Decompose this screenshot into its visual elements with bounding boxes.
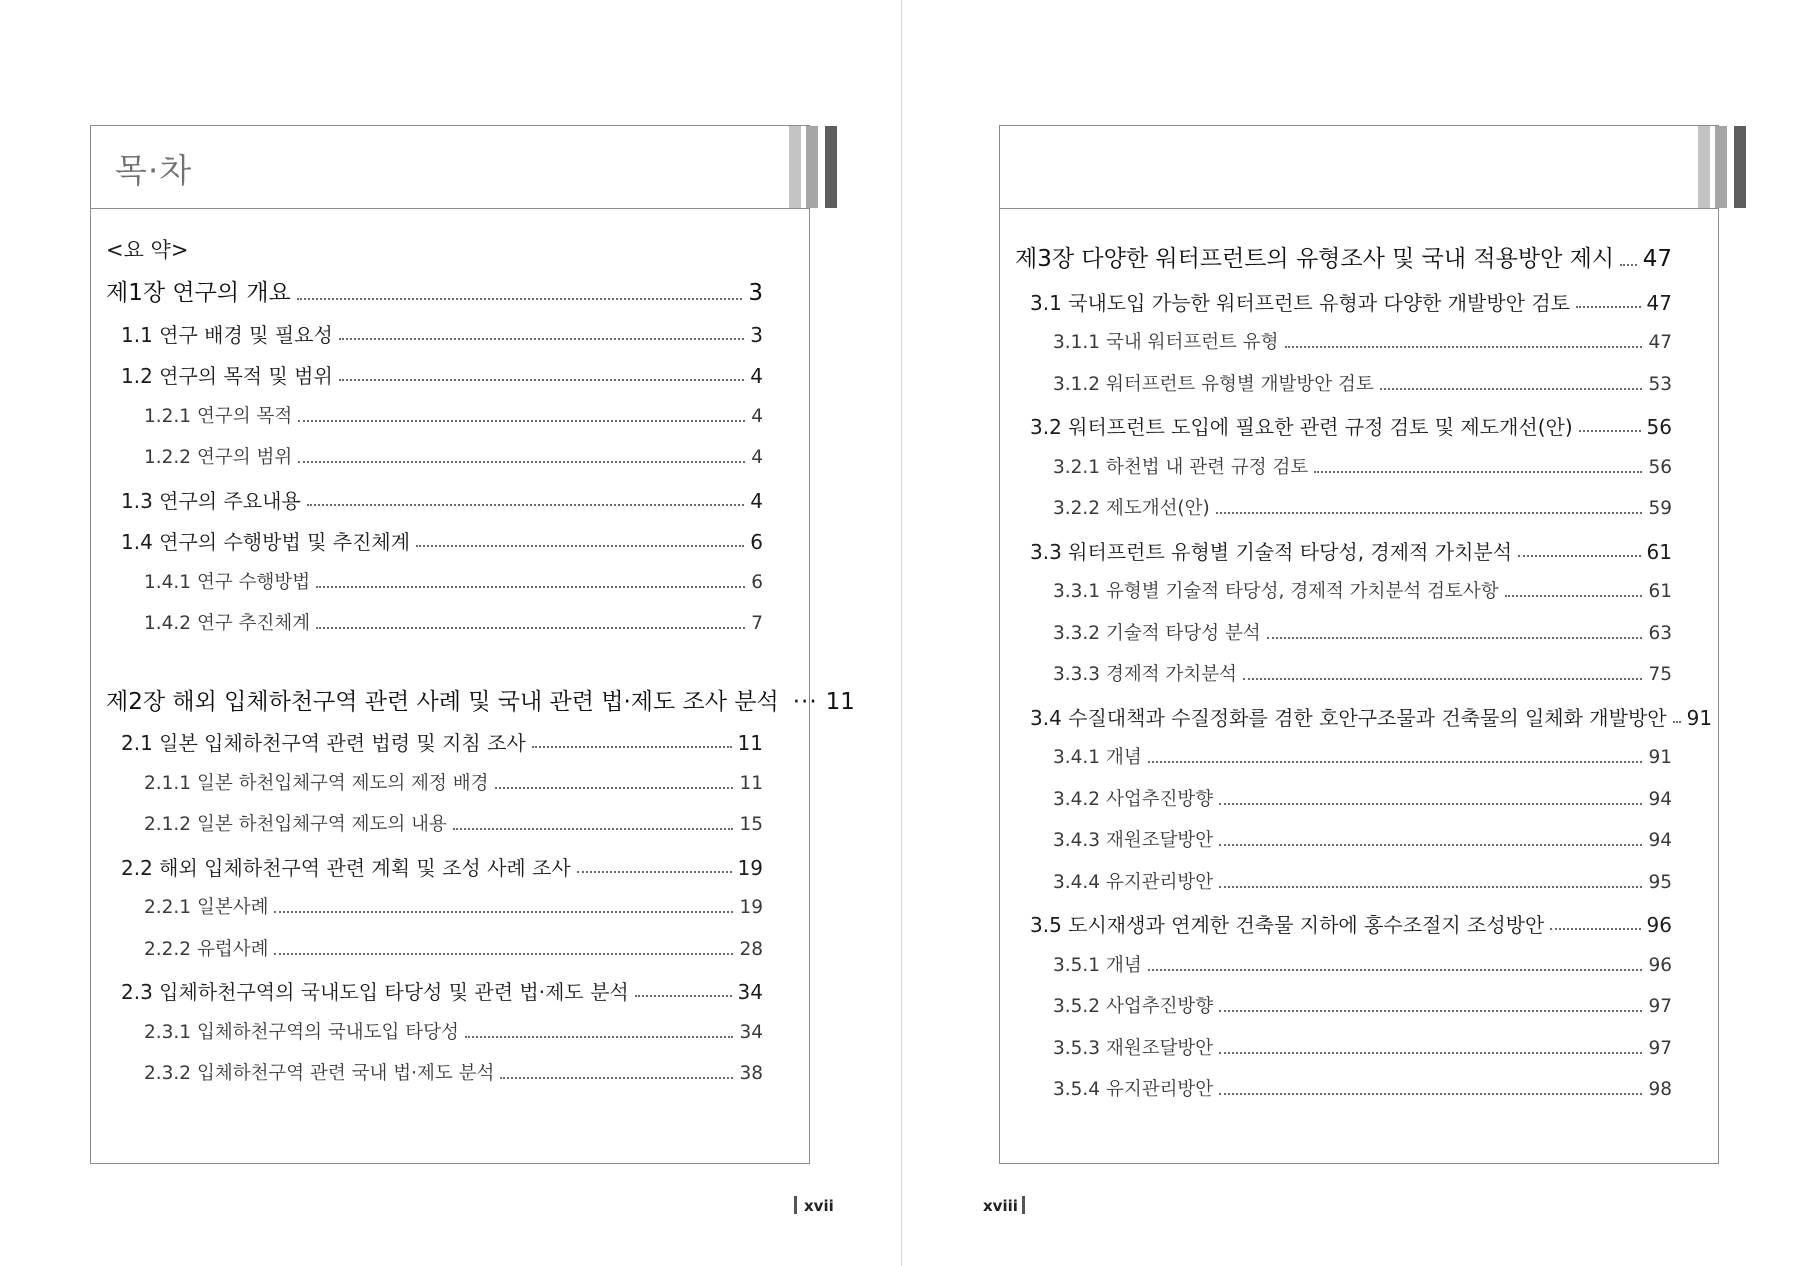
dot-leader: [635, 995, 732, 997]
toc-entry-page: 6: [750, 530, 763, 554]
toc-entry-label: 3.3.2 기술적 타당성 분석: [1053, 623, 1261, 644]
toc-entry-label: 3.5 도시재생과 연계한 건축물 지하에 홍수조절지 조성방안: [1030, 913, 1545, 937]
toc-entry-label: 1.4.2 연구 추진체계: [144, 613, 311, 634]
toc-section-entry[interactable]: [121, 982, 763, 1002]
toc-entry-label: 3.3.3 경제적 가치분석: [1053, 664, 1237, 685]
toc-entry-page: 4: [751, 447, 763, 468]
toc-entry-label: 3.2.2 제도개선(안): [1053, 498, 1210, 519]
toc-entry-page: 47: [1648, 332, 1672, 353]
toc-entry-page: 15: [739, 814, 763, 835]
toc-subsection-entry[interactable]: [144, 816, 763, 835]
toc-section-entry[interactable]: [1030, 417, 1672, 437]
toc-entry-page: 91: [1648, 747, 1672, 768]
toc-entry-label: 제1장 연구의 개요: [106, 280, 291, 306]
dot-leader: [339, 338, 744, 340]
dot-leader: [1219, 1010, 1642, 1012]
toc-entry-label: 2.2.1 일본사례: [144, 897, 269, 918]
toc-entry-label: 2.1 일본 입체하천구역 관련 법령 및 지침 조사: [121, 731, 526, 755]
toc-subsection-entry[interactable]: [1053, 625, 1672, 644]
toc-section-entry[interactable]: [1030, 915, 1672, 935]
toc-entry-label: 3.1.1 국내 워터프런트 유형: [1053, 332, 1279, 353]
left-page-box: [90, 125, 855, 1164]
toc-subsection-entry[interactable]: [1053, 334, 1672, 353]
toc-entry-page: 96: [1648, 955, 1672, 976]
toc-entry-page: 11: [825, 689, 855, 715]
dot-leader: [1673, 721, 1681, 723]
toc-entry-page: 61: [1648, 581, 1672, 602]
folio-rule: [1022, 1196, 1025, 1214]
dot-leader: [1576, 306, 1641, 308]
header-bar-dark: [1734, 126, 1746, 208]
folio-rule: [794, 1196, 797, 1214]
toc-entry-label: 제3장 다양한 워터프런트의 유형조사 및 국내 적용방안 제시: [1015, 246, 1615, 272]
dot-leader: [1505, 595, 1643, 597]
toc-subsection-entry[interactable]: [144, 941, 763, 960]
header-bar-mid: [806, 126, 818, 208]
dot-leader: [1267, 637, 1643, 639]
toc-subsection-entry[interactable]: [144, 1024, 763, 1043]
dot-leader: [465, 1036, 734, 1038]
toc-entry-page: 6: [751, 572, 763, 593]
toc-entry-page: 34: [737, 980, 763, 1004]
toc-entry-label: 3.3.1 유형별 기술적 타당성, 경제적 가치분석 검토사항: [1053, 581, 1499, 602]
dot-leader: [298, 420, 745, 422]
toc-section-entry[interactable]: [1030, 542, 1672, 562]
toc-entry-page: 28: [739, 939, 763, 960]
dot-leader: [339, 379, 744, 381]
toc-section-entry[interactable]: [121, 733, 763, 753]
toc-subsection-entry[interactable]: [144, 449, 763, 468]
toc-entry-page: 94: [1648, 830, 1672, 851]
toc-chapter-entry[interactable]: [106, 689, 855, 715]
dot-leader: [297, 298, 743, 300]
dot-leader: [1518, 555, 1641, 557]
toc-section-entry[interactable]: [1030, 706, 1713, 730]
dot-leader: [1219, 886, 1642, 888]
page-number-left: [794, 1196, 834, 1214]
dot-leader: [1620, 264, 1637, 266]
toc-entry-page: 4: [750, 364, 763, 388]
toc-subsection-entry[interactable]: [1053, 500, 1672, 519]
toc-entry-label: 3.4.1 개념: [1053, 747, 1142, 768]
toc-entry-label: 1.4.1 연구 수행방법: [144, 572, 311, 593]
toc-subsection-entry[interactable]: [144, 574, 763, 593]
dot-leader: [316, 586, 745, 588]
header-bar-light: [1698, 126, 1710, 208]
dot-leader: [1579, 430, 1641, 432]
page-spine: [901, 0, 902, 1266]
toc-entry-label: 1.3 연구의 주요내용: [121, 489, 301, 513]
dot-leader: [298, 461, 745, 463]
toc-chapter-entry[interactable]: [106, 282, 763, 305]
toc-entry-label: 2.1.2 일본 하천입체구역 제도의 내용: [144, 814, 447, 835]
toc-entry-page: 95: [1648, 872, 1672, 893]
toc-entry-page: 91: [1686, 706, 1713, 730]
toc-entry-ellipsis: ···: [792, 689, 818, 715]
toc-entry-label: 1.1 연구 배경 및 필요성: [121, 323, 333, 347]
toc-entry-page: 59: [1648, 498, 1672, 519]
toc-subsection-entry[interactable]: [1053, 998, 1672, 1017]
dot-leader: [1380, 388, 1643, 390]
toc-entry-label: 2.3 입체하천구역의 국내도입 타당성 및 관련 법·제도 분석: [121, 980, 629, 1004]
dot-leader: [453, 828, 734, 830]
toc-entry-page: 4: [751, 406, 763, 427]
toc-entry-label: 3.2 워터프런트 도입에 필요한 관련 규정 검토 및 제도개선(안): [1030, 415, 1573, 439]
toc-section-entry[interactable]: [121, 366, 763, 386]
toc-section-entry[interactable]: [121, 858, 763, 878]
toc-entry-label: 2.2 해외 입체하천구역 관련 계획 및 조성 사례 조사: [121, 856, 571, 880]
toc-header-continued: [1000, 126, 1718, 209]
toc-section-entry[interactable]: [121, 532, 763, 552]
page-title: 목·차: [115, 151, 193, 190]
toc-entry-label: 2.1.1 일본 하천입체구역 제도의 제정 배경: [144, 773, 489, 794]
toc-subsection-entry[interactable]: [1053, 791, 1672, 810]
toc-entry-page: 3: [748, 280, 763, 306]
toc-entry-label: 3.4.4 유지관리방안: [1053, 872, 1214, 893]
dot-leader: [1219, 844, 1642, 846]
toc-entry-label: 3.5.2 사업추진방향: [1053, 996, 1214, 1017]
toc-entry-page: 94: [1648, 789, 1672, 810]
toc-entry-label: 3.5.1 개념: [1053, 955, 1142, 976]
dot-leader: [1314, 471, 1642, 473]
page-number-text: xvii: [804, 1197, 834, 1215]
toc-entry-label: 제2장 해외 입체하천구역 관련 사례 및 국내 관련 법·제도 조사 분석: [106, 689, 779, 715]
toc-subsection-entry[interactable]: [1053, 874, 1672, 893]
toc-entry-label: 2.2.2 유럽사례: [144, 939, 269, 960]
header-bar-mid: [1715, 126, 1727, 208]
dot-leader: [1243, 678, 1643, 680]
toc-entry-page: 4: [750, 489, 763, 513]
toc-subsection-entry[interactable]: [1053, 749, 1672, 768]
toc-entry-label: 3.4 수질대책과 수질정화를 겸한 호안구조물과 건축물의 일체화 개발방안: [1030, 706, 1667, 730]
toc-entry-label: 3.3 워터프런트 유형별 기술적 타당성, 경제적 가치분석: [1030, 540, 1513, 564]
toc-summary-link[interactable]: <요 약>: [106, 238, 189, 262]
toc-entry-label: 3.4.3 재원조달방안: [1053, 830, 1214, 851]
toc-subsection-entry[interactable]: [1053, 832, 1672, 851]
toc-header: [91, 126, 809, 209]
toc-entry-page: 97: [1648, 996, 1672, 1017]
dot-leader: [495, 787, 734, 789]
dot-leader: [416, 545, 744, 547]
toc-entry-page: 56: [1646, 415, 1672, 439]
dot-leader: [274, 953, 733, 955]
toc-entry-page: 34: [739, 1022, 763, 1043]
toc-section-entry[interactable]: [121, 491, 763, 511]
toc-section-entry[interactable]: [121, 325, 763, 345]
toc-subsection-entry[interactable]: [1053, 1081, 1672, 1100]
toc-entry-page: 47: [1646, 291, 1672, 315]
toc-subsection-entry[interactable]: [144, 408, 763, 427]
dot-leader: [1148, 969, 1643, 971]
dot-leader: [1219, 1093, 1642, 1095]
header-bar-dark: [825, 126, 837, 208]
toc-subsection-entry[interactable]: [1053, 583, 1672, 602]
toc-entry-page: 53: [1648, 374, 1672, 395]
toc-subsection-entry[interactable]: [144, 899, 763, 918]
toc-subsection-entry[interactable]: [1053, 376, 1672, 395]
header-bar-light: [789, 126, 801, 208]
toc-entry-label: 2.3.2 입체하천구역 관련 국내 법·제도 분석: [144, 1063, 495, 1084]
toc-entry-label: 3.5.4 유지관리방안: [1053, 1079, 1214, 1100]
toc-subsection-entry[interactable]: [144, 775, 763, 794]
toc-entry-page: 11: [739, 773, 763, 794]
toc-entry-label: 3.1.2 워터프런트 유형별 개발방안 검토: [1053, 374, 1374, 395]
toc-entry-label: 1.2.1 연구의 목적: [144, 406, 293, 427]
toc-entry-page: 3: [750, 323, 763, 347]
toc-entry-label: 3.1 국내도입 가능한 워터프런트 유형과 다양한 개발방안 검토: [1030, 291, 1570, 315]
toc-entry-label: 3.4.2 사업추진방향: [1053, 789, 1214, 810]
toc-entry-page: 61: [1646, 540, 1672, 564]
toc-entry-page: 19: [737, 856, 763, 880]
toc-entry-page: 7: [751, 613, 763, 634]
toc-entry-page: 63: [1648, 623, 1672, 644]
toc-subsection-entry[interactable]: [144, 615, 763, 634]
toc-entry-label: 3.2.1 하천법 내 관련 규정 검토: [1053, 457, 1309, 478]
dot-leader: [1148, 761, 1643, 763]
page-number-text: xviii: [983, 1197, 1018, 1215]
dot-leader: [1219, 1052, 1642, 1054]
toc-section-entry[interactable]: [1030, 293, 1672, 313]
toc-entry-page: 47: [1642, 246, 1672, 272]
dot-leader: [1219, 803, 1642, 805]
dot-leader: [1285, 346, 1643, 348]
toc-subsection-entry[interactable]: [144, 1065, 763, 1084]
toc-entry-label: 3.5.3 재원조달방안: [1053, 1038, 1214, 1059]
toc-entry-page: 96: [1646, 913, 1672, 937]
page-number-right: [983, 1196, 1025, 1214]
dot-leader: [1216, 512, 1643, 514]
toc-entry-page: 98: [1648, 1079, 1672, 1100]
toc-entry-label: 1.2.2 연구의 범위: [144, 447, 293, 468]
toc-subsection-entry[interactable]: [1053, 459, 1672, 478]
dot-leader: [316, 627, 745, 629]
toc-entry-page: 19: [739, 897, 763, 918]
dot-leader: [500, 1077, 733, 1079]
toc-entry-page: 11: [737, 731, 763, 755]
toc-entry-page: 56: [1648, 457, 1672, 478]
toc-subsection-entry[interactable]: [1053, 1040, 1672, 1059]
toc-entry-label: 1.2 연구의 목적 및 범위: [121, 364, 333, 388]
toc-entry-page: 38: [739, 1063, 763, 1084]
toc-entry-page: 75: [1648, 664, 1672, 685]
right-page-box: [999, 125, 1719, 1164]
toc-subsection-entry[interactable]: [1053, 666, 1672, 685]
toc-subsection-entry[interactable]: [1053, 957, 1672, 976]
toc-entry-label: 2.3.1 입체하천구역의 국내도입 타당성: [144, 1022, 459, 1043]
toc-entry-page: 97: [1648, 1038, 1672, 1059]
toc-chapter-entry[interactable]: [1015, 248, 1672, 271]
dot-leader: [577, 871, 732, 873]
dot-leader: [307, 504, 745, 506]
dot-leader: [532, 746, 732, 748]
dot-leader: [274, 911, 733, 913]
dot-leader: [1550, 928, 1640, 930]
toc-entry-label: 1.4 연구의 수행방법 및 추진체계: [121, 530, 411, 554]
